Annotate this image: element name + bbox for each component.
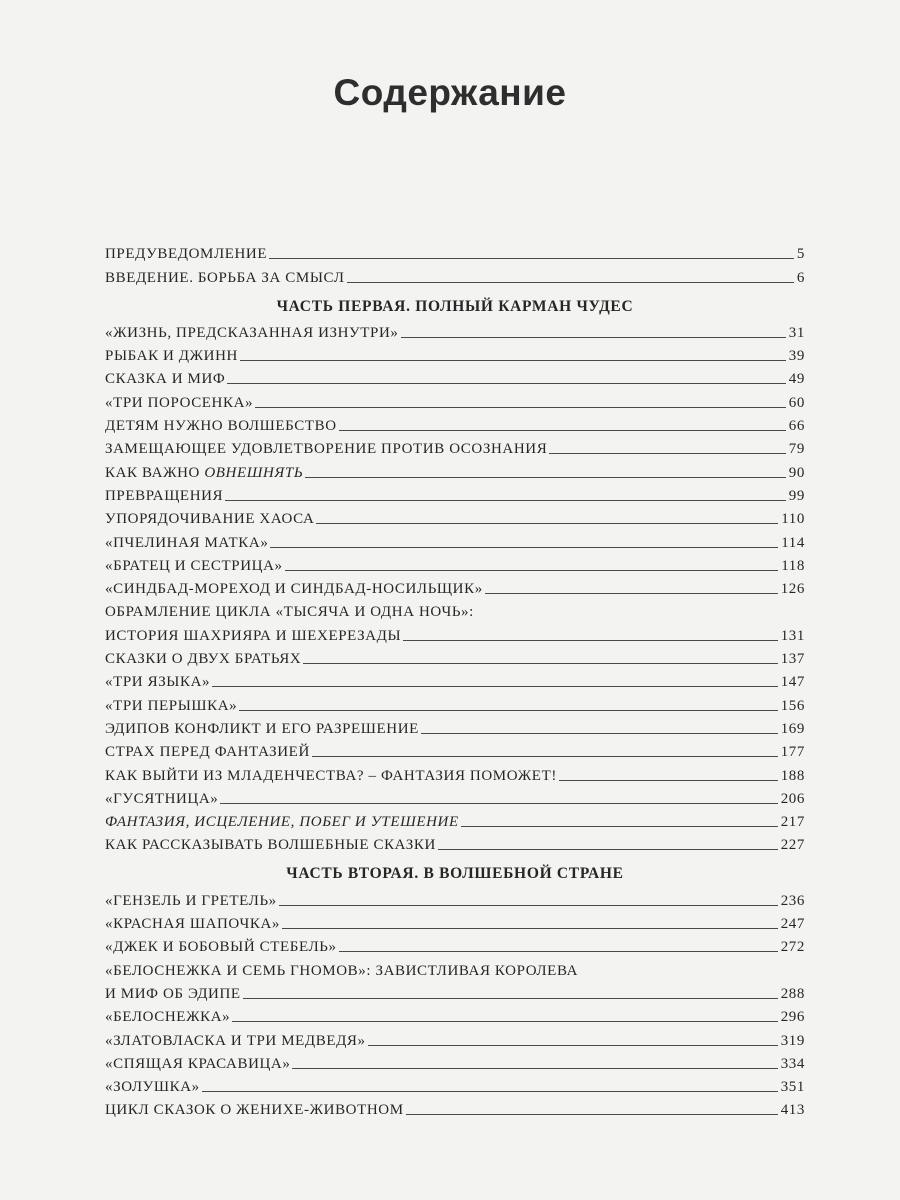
dot-leader bbox=[285, 570, 779, 571]
toc-entry-page: 413 bbox=[780, 1102, 805, 1119]
toc-entry-page: 60 bbox=[788, 394, 805, 411]
toc-entry[interactable] bbox=[105, 342, 805, 365]
toc-entry-title-text: КАК РАССКАЗЫВАТЬ ВОЛШЕБНЫЕ СКАЗКИ bbox=[105, 837, 436, 854]
toc-entry[interactable] bbox=[105, 482, 805, 505]
toc-entry[interactable] bbox=[105, 263, 805, 286]
toc-entry-page: 227 bbox=[780, 837, 805, 854]
dot-leader bbox=[282, 928, 778, 929]
part-heading: ЧАСТЬ ВТОРАЯ. В ВОЛШЕБНОЙ СТРАНЕ bbox=[286, 865, 624, 883]
toc-entry-page: 31 bbox=[788, 324, 805, 341]
toc-entry-page: 188 bbox=[780, 767, 805, 784]
toc-entry[interactable] bbox=[105, 528, 805, 551]
toc-entry-title-text: ДЕТЯМ НУЖНО ВОЛШЕБСТВО bbox=[105, 418, 337, 435]
toc-entry[interactable] bbox=[105, 715, 805, 738]
dot-leader bbox=[243, 998, 778, 999]
toc-entry-title bbox=[105, 581, 485, 598]
toc-entry-page: 288 bbox=[780, 985, 805, 1002]
dot-leader bbox=[227, 383, 785, 384]
toc-entry[interactable] bbox=[105, 435, 805, 458]
toc-entry-title bbox=[105, 511, 316, 528]
toc-entry-title bbox=[105, 325, 401, 342]
toc-entry[interactable] bbox=[105, 1096, 805, 1119]
toc-entry-page: 236 bbox=[780, 892, 805, 909]
toc-entry-page: 66 bbox=[788, 418, 805, 435]
toc-entry-title bbox=[105, 628, 403, 645]
dot-leader bbox=[269, 258, 794, 259]
part-heading: ЧАСТЬ ПЕРВАЯ. ПОЛНЫЙ КАРМАН ЧУДЕС bbox=[276, 297, 634, 315]
toc-entry[interactable] bbox=[105, 412, 805, 435]
dot-leader bbox=[339, 951, 778, 952]
page-title: Содержание bbox=[333, 72, 567, 113]
toc-entry-page: 79 bbox=[788, 441, 805, 458]
toc-entry-title: ПРЕДУВЕДОМЛЕНИЕ bbox=[105, 246, 268, 263]
toc-entry[interactable] bbox=[105, 575, 805, 598]
toc-entry-page: 156 bbox=[780, 697, 805, 714]
toc-entry-title-text: «ЖИЗНЬ, ПРЕДСКАЗАННАЯ ИЗНУТРИ» bbox=[105, 324, 399, 341]
toc-entry-title-text: «ТРИ ЯЗЫКА» bbox=[105, 674, 211, 691]
toc-entry-title bbox=[105, 558, 285, 575]
toc-entry[interactable] bbox=[105, 1073, 805, 1096]
dot-leader bbox=[303, 663, 777, 664]
toc-entry-title bbox=[105, 535, 270, 552]
toc-entry-page: 137 bbox=[780, 651, 805, 668]
toc-entry-title-text: И МИФ ОБ ЭДИПЕ bbox=[105, 985, 241, 1002]
dot-leader bbox=[232, 1021, 777, 1022]
toc-entry-title-text: «ДЖЕК И БОБОВЫЙ СТЕБЕЛЬ» bbox=[105, 939, 337, 956]
toc-entry-title-text: ЦИКЛ СКАЗОК О ЖЕНИХЕ-ЖИВОТНОМ bbox=[105, 1102, 404, 1119]
toc-entry-title-text: КАК ВЫЙТИ ИЗ МЛАДЕНЧЕСТВА? – ФАНТАЗИЯ ПОМОЖЕТ! bbox=[105, 767, 557, 784]
part2-entries bbox=[105, 886, 805, 1119]
toc-entry[interactable] bbox=[105, 1003, 805, 1026]
dot-leader bbox=[225, 500, 786, 501]
toc-entry[interactable] bbox=[105, 365, 805, 388]
toc-entry-title bbox=[105, 1033, 368, 1050]
dot-leader bbox=[212, 686, 778, 687]
toc-entry[interactable] bbox=[105, 240, 805, 263]
toc-entry-title-text: «БЕЛОСНЕЖКА» bbox=[105, 1009, 231, 1026]
toc-entry-title bbox=[105, 1056, 292, 1073]
toc-entry-title-text: «ЗОЛУШКА» bbox=[105, 1079, 200, 1096]
toc-entry-title-text: «СИНДБАД-МОРЕХОД И СИНДБАД-НОСИЛЬЩИК» bbox=[105, 581, 483, 598]
toc-entry-title-text: «СПЯЩАЯ КРАСАВИЦА» bbox=[105, 1055, 291, 1072]
part1-entries bbox=[105, 319, 805, 855]
toc-entry-title-text: «БЕЛОСНЕЖКА И СЕМЬ ГНОМОВ»: ЗАВИСТЛИВАЯ КОРОЛЕВА bbox=[105, 962, 579, 979]
toc-entry-page: 296 bbox=[780, 1009, 805, 1026]
toc-entry-title-text: СКАЗКА И МИФ bbox=[105, 371, 226, 388]
dot-leader bbox=[240, 360, 786, 361]
toc-entry[interactable] bbox=[105, 785, 805, 808]
toc-entry-title-text: СТРАХ ПЕРЕД ФАНТАЗИЕЙ bbox=[105, 744, 310, 761]
toc-entry-title bbox=[105, 698, 239, 715]
toc-entry[interactable] bbox=[105, 910, 805, 933]
toc-entry[interactable] bbox=[105, 388, 805, 411]
toc-entry-title-text: «ТРИ ПОРОСЕНКА» bbox=[105, 394, 254, 411]
toc-entry[interactable] bbox=[105, 319, 805, 342]
toc-entry-title-text: ПРЕВРАЩЕНИЯ bbox=[105, 487, 224, 504]
dot-leader bbox=[339, 430, 786, 431]
toc-entry-title bbox=[105, 916, 282, 933]
toc-entry-title-text: ЭДИПОВ КОНФЛИКТ И ЕГО РАЗРЕШЕНИЕ bbox=[105, 720, 419, 737]
toc-entry[interactable] bbox=[105, 980, 805, 1003]
toc-entry-title bbox=[105, 395, 255, 412]
toc-entry-page: 110 bbox=[781, 511, 805, 528]
toc-entry-title-text: «ЗЛАТОВЛАСКА И ТРИ МЕДВЕДЯ» bbox=[105, 1032, 366, 1049]
toc-entry-title bbox=[105, 963, 580, 980]
dot-leader bbox=[403, 640, 778, 641]
toc-entry-title-text: ФАНТАЗИЯ, ИСЦЕЛЕНИЕ, ПОБЕГ И УТЕШЕНИЕ bbox=[105, 814, 459, 831]
dot-leader bbox=[202, 1091, 778, 1092]
toc-entry-title bbox=[105, 721, 421, 738]
toc-entry-title bbox=[105, 1079, 202, 1096]
dot-leader bbox=[220, 803, 777, 804]
dot-leader bbox=[347, 282, 794, 283]
dot-leader bbox=[368, 1045, 778, 1046]
toc-entry-page: 177 bbox=[780, 744, 805, 761]
toc-entry-title-text: ЗАМЕЩАЮЩЕЕ УДОВЛЕТВОРЕНИЕ ПРОТИВ ОСОЗНАНИЯ bbox=[105, 441, 548, 458]
toc-entry-page: 147 bbox=[780, 674, 805, 691]
toc-entry[interactable] bbox=[105, 505, 805, 528]
toc-entry-title bbox=[105, 837, 438, 854]
toc-entry-title-text: УПОРЯДОЧИВАНИЕ ХАОСА bbox=[105, 511, 315, 528]
toc-entry[interactable] bbox=[105, 1026, 805, 1049]
toc-entry-page: 90 bbox=[788, 464, 805, 481]
toc-entry[interactable] bbox=[105, 808, 805, 831]
toc-entry[interactable] bbox=[105, 691, 805, 714]
dot-leader bbox=[255, 407, 786, 408]
toc-entry-title-emphasis: ОВНЕШНЯТЬ bbox=[204, 464, 304, 481]
toc-entry[interactable] bbox=[105, 621, 805, 644]
toc-entry[interactable] bbox=[105, 458, 805, 481]
toc-entry-title bbox=[105, 814, 461, 831]
toc-entry-page: 99 bbox=[788, 487, 805, 504]
toc-entry-title bbox=[105, 651, 303, 668]
toc-entry-title bbox=[105, 1009, 232, 1026]
dot-leader bbox=[485, 593, 778, 594]
dot-leader bbox=[406, 1114, 778, 1115]
toc-entry-page: 39 bbox=[788, 348, 805, 365]
dot-leader bbox=[461, 826, 778, 827]
toc-entry[interactable] bbox=[105, 956, 805, 979]
toc-entry[interactable] bbox=[105, 1050, 805, 1073]
toc-entry-page: 217 bbox=[780, 814, 805, 831]
toc-entry-title bbox=[105, 604, 476, 621]
toc-entry-page: 126 bbox=[780, 581, 805, 598]
toc-entry[interactable] bbox=[105, 552, 805, 575]
dot-leader bbox=[239, 710, 777, 711]
toc-entry-page: 272 bbox=[780, 939, 805, 956]
toc-entry-title-text: «ГУСЯТНИЦА» bbox=[105, 790, 219, 807]
toc-entry-title-text: ИСТОРИЯ ШАХРИЯРА И ШЕХЕРЕЗАДЫ bbox=[105, 627, 402, 644]
toc-entry-title bbox=[105, 791, 220, 808]
toc-entry-title bbox=[105, 441, 549, 458]
table-of-contents bbox=[105, 240, 805, 1119]
dot-leader bbox=[438, 849, 778, 850]
toc-entry[interactable] bbox=[105, 645, 805, 668]
toc-entry-page: 118 bbox=[781, 557, 805, 574]
toc-entry-page: 206 bbox=[780, 790, 805, 807]
toc-entry[interactable] bbox=[105, 761, 805, 784]
toc-entry-page: 6 bbox=[796, 269, 805, 286]
toc-entry-title-text: ОБРАМЛЕНИЕ ЦИКЛА «ТЫСЯЧА И ОДНА НОЧЬ»: bbox=[105, 604, 474, 621]
toc-entry-title bbox=[105, 986, 243, 1003]
toc-entry-title bbox=[105, 465, 305, 482]
toc-entry-page: 319 bbox=[780, 1032, 805, 1049]
toc-entry-page: 169 bbox=[780, 720, 805, 737]
toc-entry-page: 49 bbox=[788, 371, 805, 388]
dot-leader bbox=[421, 733, 778, 734]
toc-entry-title-text: «КРАСНАЯ ШАПОЧКА» bbox=[105, 916, 280, 933]
toc-entry-title bbox=[105, 418, 339, 435]
toc-entry-title-text: «ПЧЕЛИНАЯ МАТКА» bbox=[105, 534, 269, 551]
toc-entry-page: 5 bbox=[796, 246, 805, 263]
dot-leader bbox=[292, 1068, 777, 1069]
toc-entry-page: 334 bbox=[780, 1055, 805, 1072]
toc-entry-title bbox=[105, 348, 240, 365]
dot-leader bbox=[279, 905, 778, 906]
dot-leader bbox=[401, 337, 786, 338]
toc-entry-page: 114 bbox=[781, 534, 805, 551]
toc-entry-page: 247 bbox=[780, 916, 805, 933]
toc-entry-title-text: «ГЕНЗЕЛЬ И ГРЕТЕЛЬ» bbox=[105, 892, 277, 909]
toc-entry-title-text: РЫБАК И ДЖИНН bbox=[105, 348, 238, 365]
toc-entry-title bbox=[105, 768, 559, 785]
toc-entry-title bbox=[105, 488, 225, 505]
toc-entry-title-text: КАК ВАЖНО bbox=[105, 464, 200, 481]
toc-entry-title bbox=[105, 371, 227, 388]
dot-leader bbox=[549, 453, 785, 454]
toc-entry[interactable] bbox=[105, 886, 805, 909]
toc-entry-title-text: СКАЗКИ О ДВУХ БРАТЬЯХ bbox=[105, 651, 302, 668]
toc-entry-title bbox=[105, 744, 312, 761]
toc-entry[interactable] bbox=[105, 598, 805, 621]
toc-entry[interactable] bbox=[105, 668, 805, 691]
toc-entry-title bbox=[105, 893, 279, 910]
toc-entry[interactable] bbox=[105, 831, 805, 854]
toc-entry-title-text: «ТРИ ПЕРЫШКА» bbox=[105, 697, 238, 714]
dot-leader bbox=[312, 756, 778, 757]
dot-leader bbox=[270, 547, 778, 548]
dot-leader bbox=[559, 780, 778, 781]
toc-entry-title-text: «БРАТЕЦ И СЕСТРИЦА» bbox=[105, 557, 283, 574]
toc-entry[interactable] bbox=[105, 933, 805, 956]
toc-entry-title: ВВЕДЕНИЕ. БОРЬБА ЗА СМЫСЛ bbox=[105, 269, 345, 286]
toc-entry-title bbox=[105, 1102, 406, 1119]
toc-entry-page: 131 bbox=[780, 627, 805, 644]
toc-entry[interactable] bbox=[105, 738, 805, 761]
dot-leader bbox=[305, 477, 786, 478]
toc-entry-page: 351 bbox=[780, 1079, 805, 1096]
dot-leader bbox=[316, 523, 778, 524]
toc-entry-title bbox=[105, 674, 212, 691]
toc-entry-title bbox=[105, 939, 339, 956]
